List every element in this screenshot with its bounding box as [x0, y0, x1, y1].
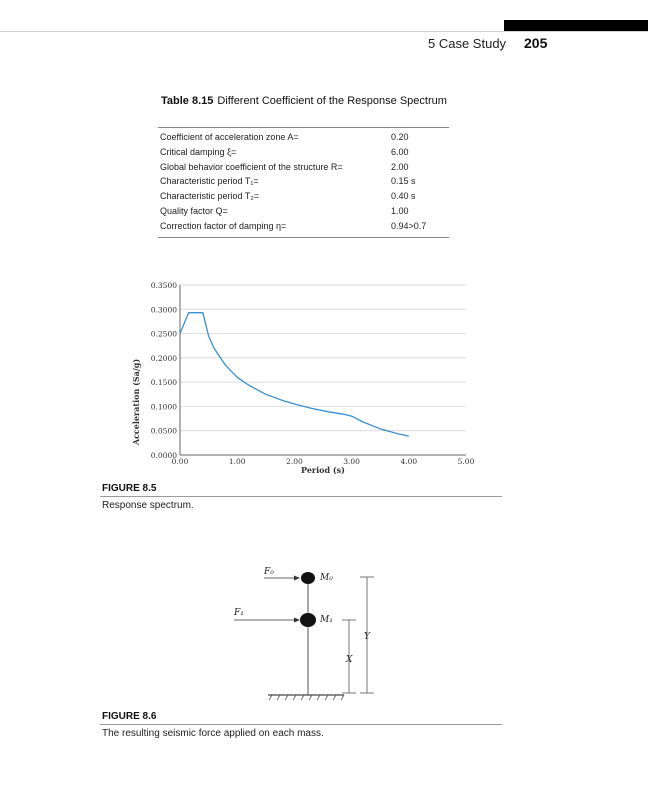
ground-hatch: [268, 695, 344, 700]
x-tick-label: 2.00: [286, 457, 303, 466]
x-tick-label: 3.00: [343, 457, 360, 466]
y-tick-label: 0.3000: [150, 305, 177, 315]
table-row: [158, 189, 449, 204]
table-caption: [161, 94, 451, 108]
figure-5-label: FIGURE 8.5: [102, 483, 157, 494]
table-row: [158, 204, 449, 219]
y-tick-label: 0.3500: [150, 281, 177, 290]
y-tick-label: 0.0500: [150, 426, 177, 436]
force-f1-arrowhead: [294, 618, 300, 623]
y-tick-label: 0.2000: [150, 353, 177, 363]
mass-m0-node: [301, 572, 315, 584]
table-row: [158, 160, 449, 175]
x-axis-label: Period (s): [301, 465, 345, 475]
y-tick-labels: [151, 281, 177, 460]
x-tick-label: 5.00: [457, 457, 475, 466]
row-value: 6.00: [391, 146, 409, 157]
row-label: Global behavior coefficient of the structure R=: [160, 161, 343, 172]
y-axis-label: Acceleration (Sa/g): [131, 358, 141, 446]
chart-grid: [180, 285, 466, 455]
x-tick-label: 0.00: [171, 457, 189, 466]
label-y: Y: [364, 632, 370, 642]
figure-5-rule: [100, 496, 502, 497]
chart-series: [180, 313, 409, 436]
mass-m1-node: [300, 613, 316, 627]
response-spectrum-chart: [124, 280, 484, 480]
row-value: 0.15 s: [391, 176, 416, 187]
row-value: 1.00: [391, 205, 409, 216]
seismic-force-diagram: [220, 560, 380, 700]
coefficient-table: [158, 127, 449, 238]
row-value: 0.94>0.7: [391, 220, 427, 231]
label-m1: M₁: [320, 615, 333, 625]
header-rule: [0, 31, 648, 32]
table-row: [158, 145, 449, 160]
row-value: 2.00: [391, 161, 409, 172]
table-label: Table 8.15: [161, 95, 214, 107]
label-x: X: [346, 655, 353, 665]
force-f0-arrowhead: [294, 576, 300, 581]
table-row: [158, 219, 449, 234]
table-row: [158, 130, 449, 145]
row-value: 0.20: [391, 132, 409, 142]
label-f0: F₀: [264, 567, 274, 577]
y-tick-label: 0.1500: [150, 378, 177, 388]
table-title: Different Coefficient of the Response Spectrum: [217, 95, 447, 107]
label-m0: M₀: [320, 573, 333, 583]
y-tick-label: 0.2500: [150, 329, 177, 339]
spectrum-line: [180, 313, 409, 436]
figure-5-caption: Response spectrum.: [102, 500, 194, 511]
running-head: 5 Case Study: [428, 36, 507, 51]
page-number: 205: [524, 35, 548, 51]
row-label: Characteristic period T₂=: [160, 191, 260, 202]
y-tick-label: 0.1000: [150, 402, 177, 412]
y-tick-label: 0.0000: [150, 451, 177, 460]
row-label: Quality factor Q=: [160, 205, 228, 216]
table-row: [158, 174, 449, 189]
row-label: Critical damping ξ=: [160, 146, 237, 157]
label-f1: F₁: [234, 608, 244, 618]
row-label: Characteristic period T₁=: [160, 176, 259, 187]
figure-6-rule: [100, 724, 502, 725]
figure-6-caption: The resulting seismic force applied on each mass.: [102, 728, 324, 739]
row-label: Coefficient of acceleration zone A=: [160, 132, 299, 142]
row-label: Correction factor of damping η=: [160, 220, 287, 231]
x-tick-label: 4.00: [400, 457, 418, 466]
x-tick-label: 1.00: [228, 457, 246, 466]
figure-6-label: FIGURE 8.6: [102, 711, 157, 722]
row-value: 0.40 s: [391, 191, 416, 202]
